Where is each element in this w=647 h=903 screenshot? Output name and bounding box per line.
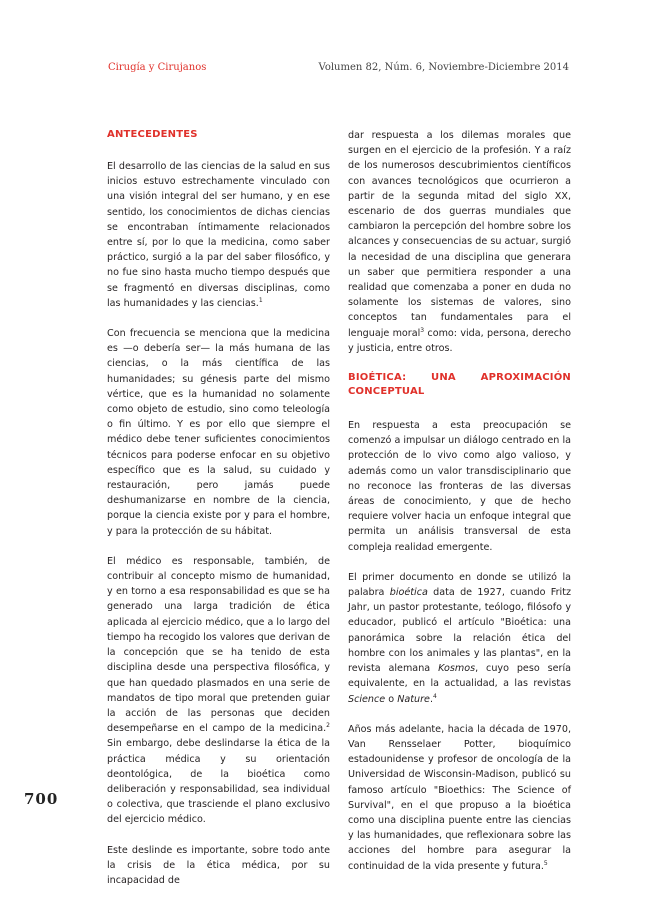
paragraph: Con frecuencia se menciona que la medicina es —o debería ser— la más humana de las ciencias, o la más científica de las humanidades; su génesis parte del mismo vértice, que es la humanidad no solamente como objeto de estudio, sino como teleología o fin último. Y es por ello que siempre el médico debe tener suficientes conocimientos técnicos para poderse enfocar en su objetivo específico que es la salud, su cuidado y restauración, pero jamás puede deshumanizarse en nombre de la ciencia, porque la ciencia existe por y para el hombre, y para la protección de su hábitat.: [107, 328, 330, 537]
paragraph: El primer documento en donde se utilizó la palabra bioética data de 1927, cuando Fritz Jahr, un pastor protestante, teólogo, filósofo y educador, publicó el artículo "Bioética: una panorámica sobre la relación ética del hombre con los animales y las plantas", en la revista alemana Kosmos, cuyo peso sería equivalente, en la actualidad, a las revistas Science o Nature.$^4$: [348, 571, 571, 705]
reference-marker[interactable]: 5: [543, 859, 548, 867]
section-heading-antecedentes: ANTECEDENTES: [107, 129, 198, 140]
page-number: 700: [24, 790, 59, 808]
reference-marker[interactable]: 4: [433, 692, 437, 700]
paragraph: Años más adelante, hacia la década de 1970, Van Rensselaer Potter, bioquímico estadounidense y profesor de oncología de la Universidad de Wisconsin-Madison, publicó su famoso artículo "Bioethics: The Science of Survival", en el que propuso a la bioética como una disciplina puente entre las ciencias y las humanidades, que reflexionara sobre las acciones del hombre para asegurar la continuidad de la vida presente y futura.$^5$: [348, 723, 571, 872]
left-column: [107, 128, 330, 903]
paragraph: En respuesta a esta preocupación se comenzó a impulsar un diálogo centrado en la protección de lo vivo como algo valioso, y además como un valor transdisciplinario que no reconoce las fronteras de las diversas áreas de conocimiento, y que de hecho requiere volver hacia un enfoque integral que permita un análisis transversal de esta compleja realidad emergente.: [348, 420, 571, 553]
journal-kosmos: Kosmos: [438, 663, 476, 675]
issue-info: Volumen 82, Núm. 6, Noviembre-Diciembre 2014: [318, 62, 569, 73]
paragraph: El médico es responsable, también, de contribuir al concepto mismo de humanidad, y en torno a esa responsabilidad es que se ha generado una larga tradición de ética aplicada al ejercicio médico, que a lo largo del tiempo ha recogido los valores que derivan de la concepción que se ha tenido de esta disciplina desde una perspectiva filosófica, y que han quedado plasmados en una serie de mandatos de tipo moral que pretenden guiar la acción de las personas que deciden desempeñarse en el campo de la medicina.$^2$ Sin embargo, debe deslindarse la ética de la práctica médica y su orientación deontológica, de la bioética como deliberación y responsabilidad, sea individual o colectiva, que trasciende el plano exclusivo del ejercicio médico.: [107, 555, 330, 826]
paragraph: El desarrollo de las ciencias de la salud en sus inicios estuvo estrechamente vinculado con una visión integral del ser humano, y en ese sentido, los conocimientos de dichas ciencias se encontraban íntimamente relacionados entre sí, por lo que la medicina, como saber práctico, surgió a la par del saber filosófico, y no fue sino hasta mucho tiempo después que se fragmentó en diversas disciplinas, como las humanidades y las ciencias.$^1$: [107, 161, 330, 309]
term-bioetica: bioética: [389, 587, 428, 599]
section-heading-bioetica: BIOÉTICA: UNA APROXIMACIÓN CONCEPTUAL: [348, 372, 571, 398]
right-column: [348, 128, 571, 889]
journal-name: Cirugía y Cirujanos: [108, 62, 207, 73]
paragraph: dar respuesta a los dilemas morales que surgen en el ejercicio de la profesión. Y a raíz de los numerosos descubrimientos científicos con avances tecnológicos que ocurrieron a partir de la segunda mitad del siglo XX, escenario de dos guerras mundiales que cambiaron la percepción del hombre sobre los alcances y consecuencias de su actuar, surgió la necesidad de una disciplina que generara un saber que permitiera responder a una realidad que comenzaba a poner en duda no solamente los sistemas de valores, sino conceptos tan fundamentales para el lenguaje moral$^3$ como: vida, persona, derecho y justicia, entre otros.: [348, 130, 571, 354]
journal-nature: Nature: [397, 693, 430, 705]
reference-marker[interactable]: 2: [326, 721, 330, 729]
journal-science: Science: [348, 693, 386, 705]
paragraph: Este deslinde es importante, sobre todo ante la crisis de la ética médica, por su incapacidad de: [107, 844, 330, 886]
reference-marker[interactable]: 1: [258, 296, 263, 304]
reference-marker[interactable]: 3: [420, 326, 425, 334]
